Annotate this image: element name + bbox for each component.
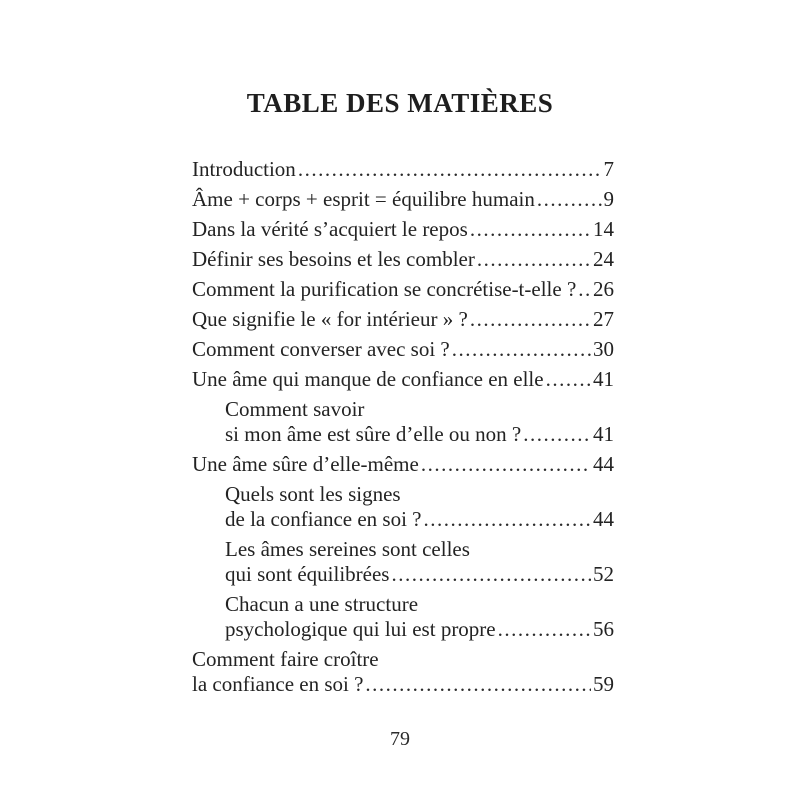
toc-entry-page-number: 44 (593, 452, 614, 476)
toc-line (225, 397, 614, 422)
toc-entry-text: Dans la vérité s’acquiert le repos (192, 217, 468, 241)
toc-entry-text: qui sont équilibrées (225, 562, 390, 586)
toc-entry (192, 277, 614, 302)
toc-entry-page-number: 14 (593, 217, 614, 241)
toc-entry-page-number: 59 (593, 672, 614, 696)
toc-entry-text: de la confiance en soi ? (225, 507, 422, 531)
toc-entry (192, 482, 614, 532)
toc-line (192, 307, 614, 332)
toc-line (192, 337, 614, 362)
toc-line (192, 157, 614, 182)
toc-line (225, 537, 614, 562)
dot-leader (537, 187, 602, 212)
toc-entry-text: si mon âme est sûre d’elle ou non ? (225, 422, 522, 446)
toc-entry-text: Comment converser avec soi ? (192, 337, 450, 361)
toc-entry-text: Une âme sûre d’elle-même (192, 452, 419, 476)
toc-line (192, 672, 614, 697)
toc-line (225, 482, 614, 507)
toc-entry-page-number: 41 (593, 367, 614, 391)
toc-entry-page-number: 27 (593, 307, 614, 331)
toc-line (225, 592, 614, 617)
toc-line (225, 422, 614, 447)
toc-entry-page-number: 56 (593, 617, 614, 641)
dot-leader (470, 217, 591, 242)
toc-entry (192, 187, 614, 212)
toc-entry-text: Comment la purification se concrétise-t-elle ? (192, 277, 577, 301)
toc-entry-page-number: 24 (593, 247, 614, 271)
toc-line (225, 507, 614, 532)
toc-entry (192, 337, 614, 362)
toc-entry-text: Comment faire croître (192, 647, 379, 671)
toc-entry-text: Introduction (192, 157, 296, 181)
toc-entry-page-number: 44 (593, 507, 614, 531)
toc-entry (192, 647, 614, 697)
dot-leader (365, 672, 591, 697)
toc-entry (192, 397, 614, 447)
toc-entry-text: Une âme qui manque de confiance en elle (192, 367, 544, 391)
dot-leader (421, 452, 591, 477)
toc-entry-text: psychologique qui lui est propre (225, 617, 496, 641)
toc-entry (192, 307, 614, 332)
toc-entry-page-number: 9 (603, 187, 614, 211)
toc-entry (192, 247, 614, 272)
toc-line (192, 367, 614, 392)
toc-line (192, 452, 614, 477)
toc-entry (192, 367, 614, 392)
toc-entry-text: Que signifie le « for intérieur » ? (192, 307, 468, 331)
toc-entry-text: Comment savoir (225, 397, 365, 421)
toc-entry (192, 537, 614, 587)
toc-entry (192, 592, 614, 642)
dot-leader (523, 422, 591, 447)
folio-page-number: 79 (390, 728, 410, 750)
toc-entry (192, 217, 614, 242)
toc-line (192, 277, 614, 302)
toc-entry-text: Les âmes sereines sont celles (225, 537, 470, 561)
toc-entry-page-number: 41 (593, 422, 614, 446)
toc-list (192, 157, 614, 697)
toc-line (192, 647, 614, 672)
toc-line (192, 247, 614, 272)
dot-leader (546, 367, 591, 392)
dot-leader (298, 157, 602, 182)
toc-entry-text: Définir ses besoins et les combler (192, 247, 475, 271)
dot-leader (498, 617, 591, 642)
dot-leader (424, 507, 592, 532)
dot-leader (477, 247, 591, 272)
toc-entry-text: Chacun a une structure (225, 592, 419, 616)
toc-entry (192, 157, 614, 182)
dot-leader (578, 277, 591, 302)
toc-entry-page-number: 7 (603, 157, 614, 181)
toc-line (192, 217, 614, 242)
toc-line (192, 187, 614, 212)
toc-entry (192, 452, 614, 477)
toc-entry-page-number: 26 (593, 277, 614, 301)
dot-leader (452, 337, 591, 362)
toc-line (225, 562, 614, 587)
toc-entry-page-number: 52 (593, 562, 614, 586)
dot-leader (470, 307, 591, 332)
toc-entry-page-number: 30 (593, 337, 614, 361)
toc-line (225, 617, 614, 642)
toc-entry-text: Quels sont les signes (225, 482, 401, 506)
toc-entry-text: Âme + corps + esprit = équilibre humain (192, 187, 535, 211)
page-title: TABLE DES MATIÈRES (246, 88, 554, 118)
toc-entry-text: la confiance en soi ? (192, 672, 364, 696)
dot-leader (391, 562, 591, 587)
